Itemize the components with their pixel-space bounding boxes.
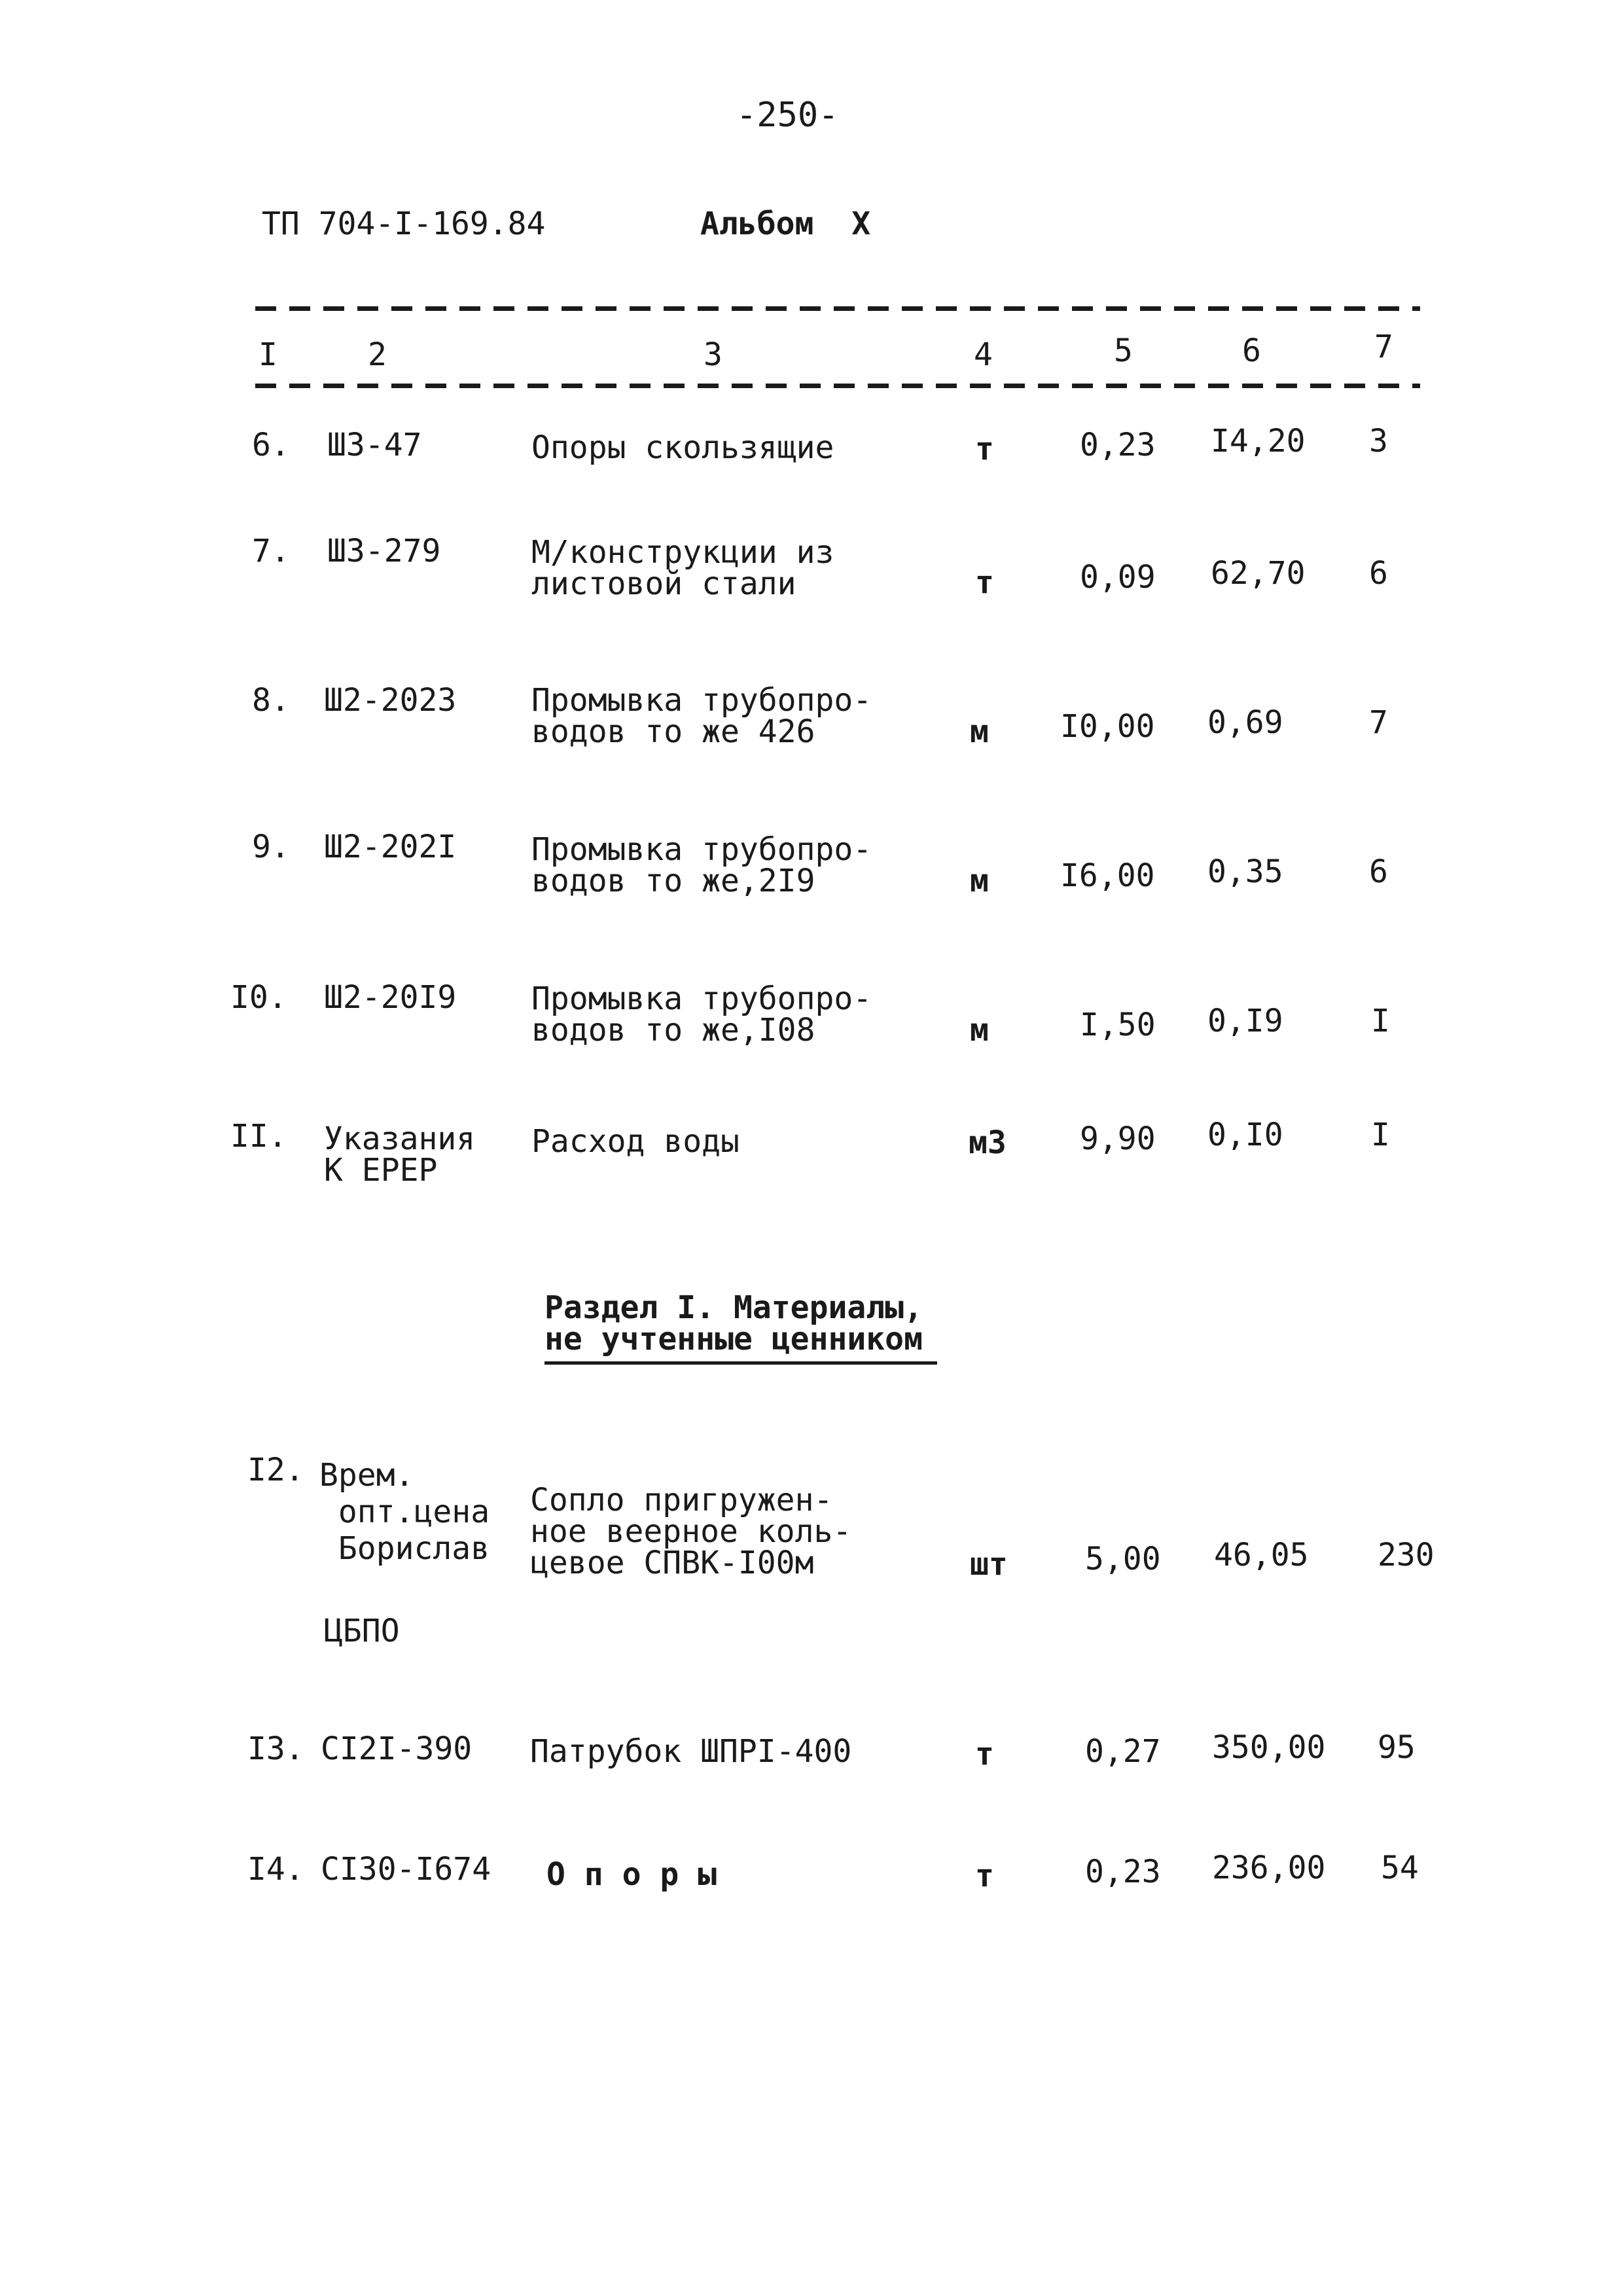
- unit: т: [975, 564, 994, 601]
- album-label: Альбом X: [700, 206, 871, 242]
- price-code: CI2I-390: [321, 1731, 473, 1767]
- total-cost: I: [1371, 1003, 1390, 1039]
- item-name: Расход воды: [531, 1123, 740, 1160]
- unit: м: [970, 1012, 989, 1049]
- price-code: CI30-I674: [321, 1851, 491, 1888]
- item-name: Промывка трубопро- водов то же,2I9: [531, 831, 872, 899]
- unit: т: [975, 431, 994, 467]
- unit-price: 0,35: [1207, 853, 1283, 890]
- quantity: 0,23: [1080, 427, 1156, 463]
- row-number: 6.: [252, 427, 290, 463]
- price-code: Указания К ЕРЕР: [324, 1121, 476, 1189]
- total-cost: 54: [1381, 1850, 1419, 1886]
- quantity: 9,90: [1080, 1121, 1156, 1157]
- row-number: 9.: [252, 829, 290, 865]
- column-header: 7: [1374, 329, 1393, 365]
- unit-price: 0,I9: [1207, 1003, 1283, 1039]
- price-code: Ш2-20I9: [324, 979, 457, 1016]
- item-name: Патрубок ШПРI-400: [530, 1733, 852, 1770]
- unit: м: [970, 863, 989, 899]
- quantity: I6,00: [1060, 857, 1155, 894]
- total-cost: 95: [1378, 1729, 1416, 1766]
- unit: м: [970, 713, 989, 750]
- item-name: Промывка трубопро- водов то же,I08: [531, 980, 872, 1049]
- item-name: Опоры скользящие: [531, 429, 834, 466]
- price-code-secondary: ЦБПО: [324, 1613, 400, 1649]
- quantity: I0,00: [1060, 708, 1155, 745]
- item-name: Сопло пригружен- ное веерное коль- цевое СПВК-I00м: [530, 1482, 852, 1581]
- price-code: Ш2-2023: [324, 682, 457, 719]
- row-number: I4.: [247, 1851, 304, 1888]
- total-cost: 230: [1378, 1537, 1435, 1573]
- total-cost: I: [1371, 1117, 1390, 1153]
- item-name: О п о р ы: [546, 1856, 717, 1893]
- unit-price: 0,I0: [1207, 1117, 1283, 1153]
- unit: шт: [970, 1546, 1008, 1583]
- unit: м3: [969, 1124, 1007, 1161]
- column-header: 2: [368, 336, 387, 373]
- quantity: 5,00: [1085, 1541, 1161, 1577]
- row-number: I0.: [230, 979, 287, 1016]
- price-code: Ш3-47: [327, 427, 422, 463]
- unit: т: [975, 1857, 994, 1894]
- column-header: 6: [1242, 332, 1261, 369]
- row-number: 7.: [252, 533, 290, 569]
- total-cost: 3: [1369, 423, 1388, 459]
- unit-price: 350,00: [1212, 1729, 1326, 1766]
- unit: т: [975, 1736, 994, 1772]
- row-number: II.: [230, 1118, 287, 1155]
- quantity: 0,23: [1085, 1854, 1161, 1890]
- unit-price: 46,05: [1214, 1537, 1309, 1573]
- unit-price: I4,20: [1211, 423, 1306, 459]
- unit-price: 0,69: [1207, 704, 1283, 741]
- item-name: Промывка трубопро- водов то же 426: [531, 682, 872, 750]
- column-header: 4: [974, 336, 993, 373]
- row-number: 8.: [252, 682, 290, 719]
- quantity: I,50: [1080, 1007, 1156, 1043]
- price-code: Ш3-279: [327, 533, 441, 569]
- unit-price: 236,00: [1212, 1850, 1326, 1886]
- price-code: Врем. опт.цена Борислав: [319, 1457, 490, 1567]
- document-code: ТП 704-I-169.84: [262, 206, 546, 242]
- quantity: 0,27: [1085, 1733, 1161, 1770]
- total-cost: 6: [1369, 853, 1388, 890]
- item-name: М/конструкции из листовой стали: [531, 534, 834, 602]
- quantity: 0,09: [1080, 559, 1156, 596]
- column-header: I: [259, 336, 277, 373]
- column-header: 3: [704, 336, 722, 373]
- column-header: 5: [1114, 332, 1133, 369]
- row-number: I3.: [247, 1731, 304, 1767]
- row-number: I2.: [247, 1452, 304, 1488]
- price-code: Ш2-202I: [324, 829, 457, 865]
- page-number: -250-: [736, 96, 839, 135]
- total-cost: 6: [1369, 555, 1388, 592]
- total-cost: 7: [1369, 704, 1388, 741]
- section-heading: Раздел I. Материалы, не учтенные ценником: [544, 1289, 923, 1357]
- unit-price: 62,70: [1211, 555, 1306, 592]
- table-header-rule: [255, 384, 1420, 388]
- section-underline: [544, 1361, 937, 1365]
- table-top-rule: [255, 306, 1420, 311]
